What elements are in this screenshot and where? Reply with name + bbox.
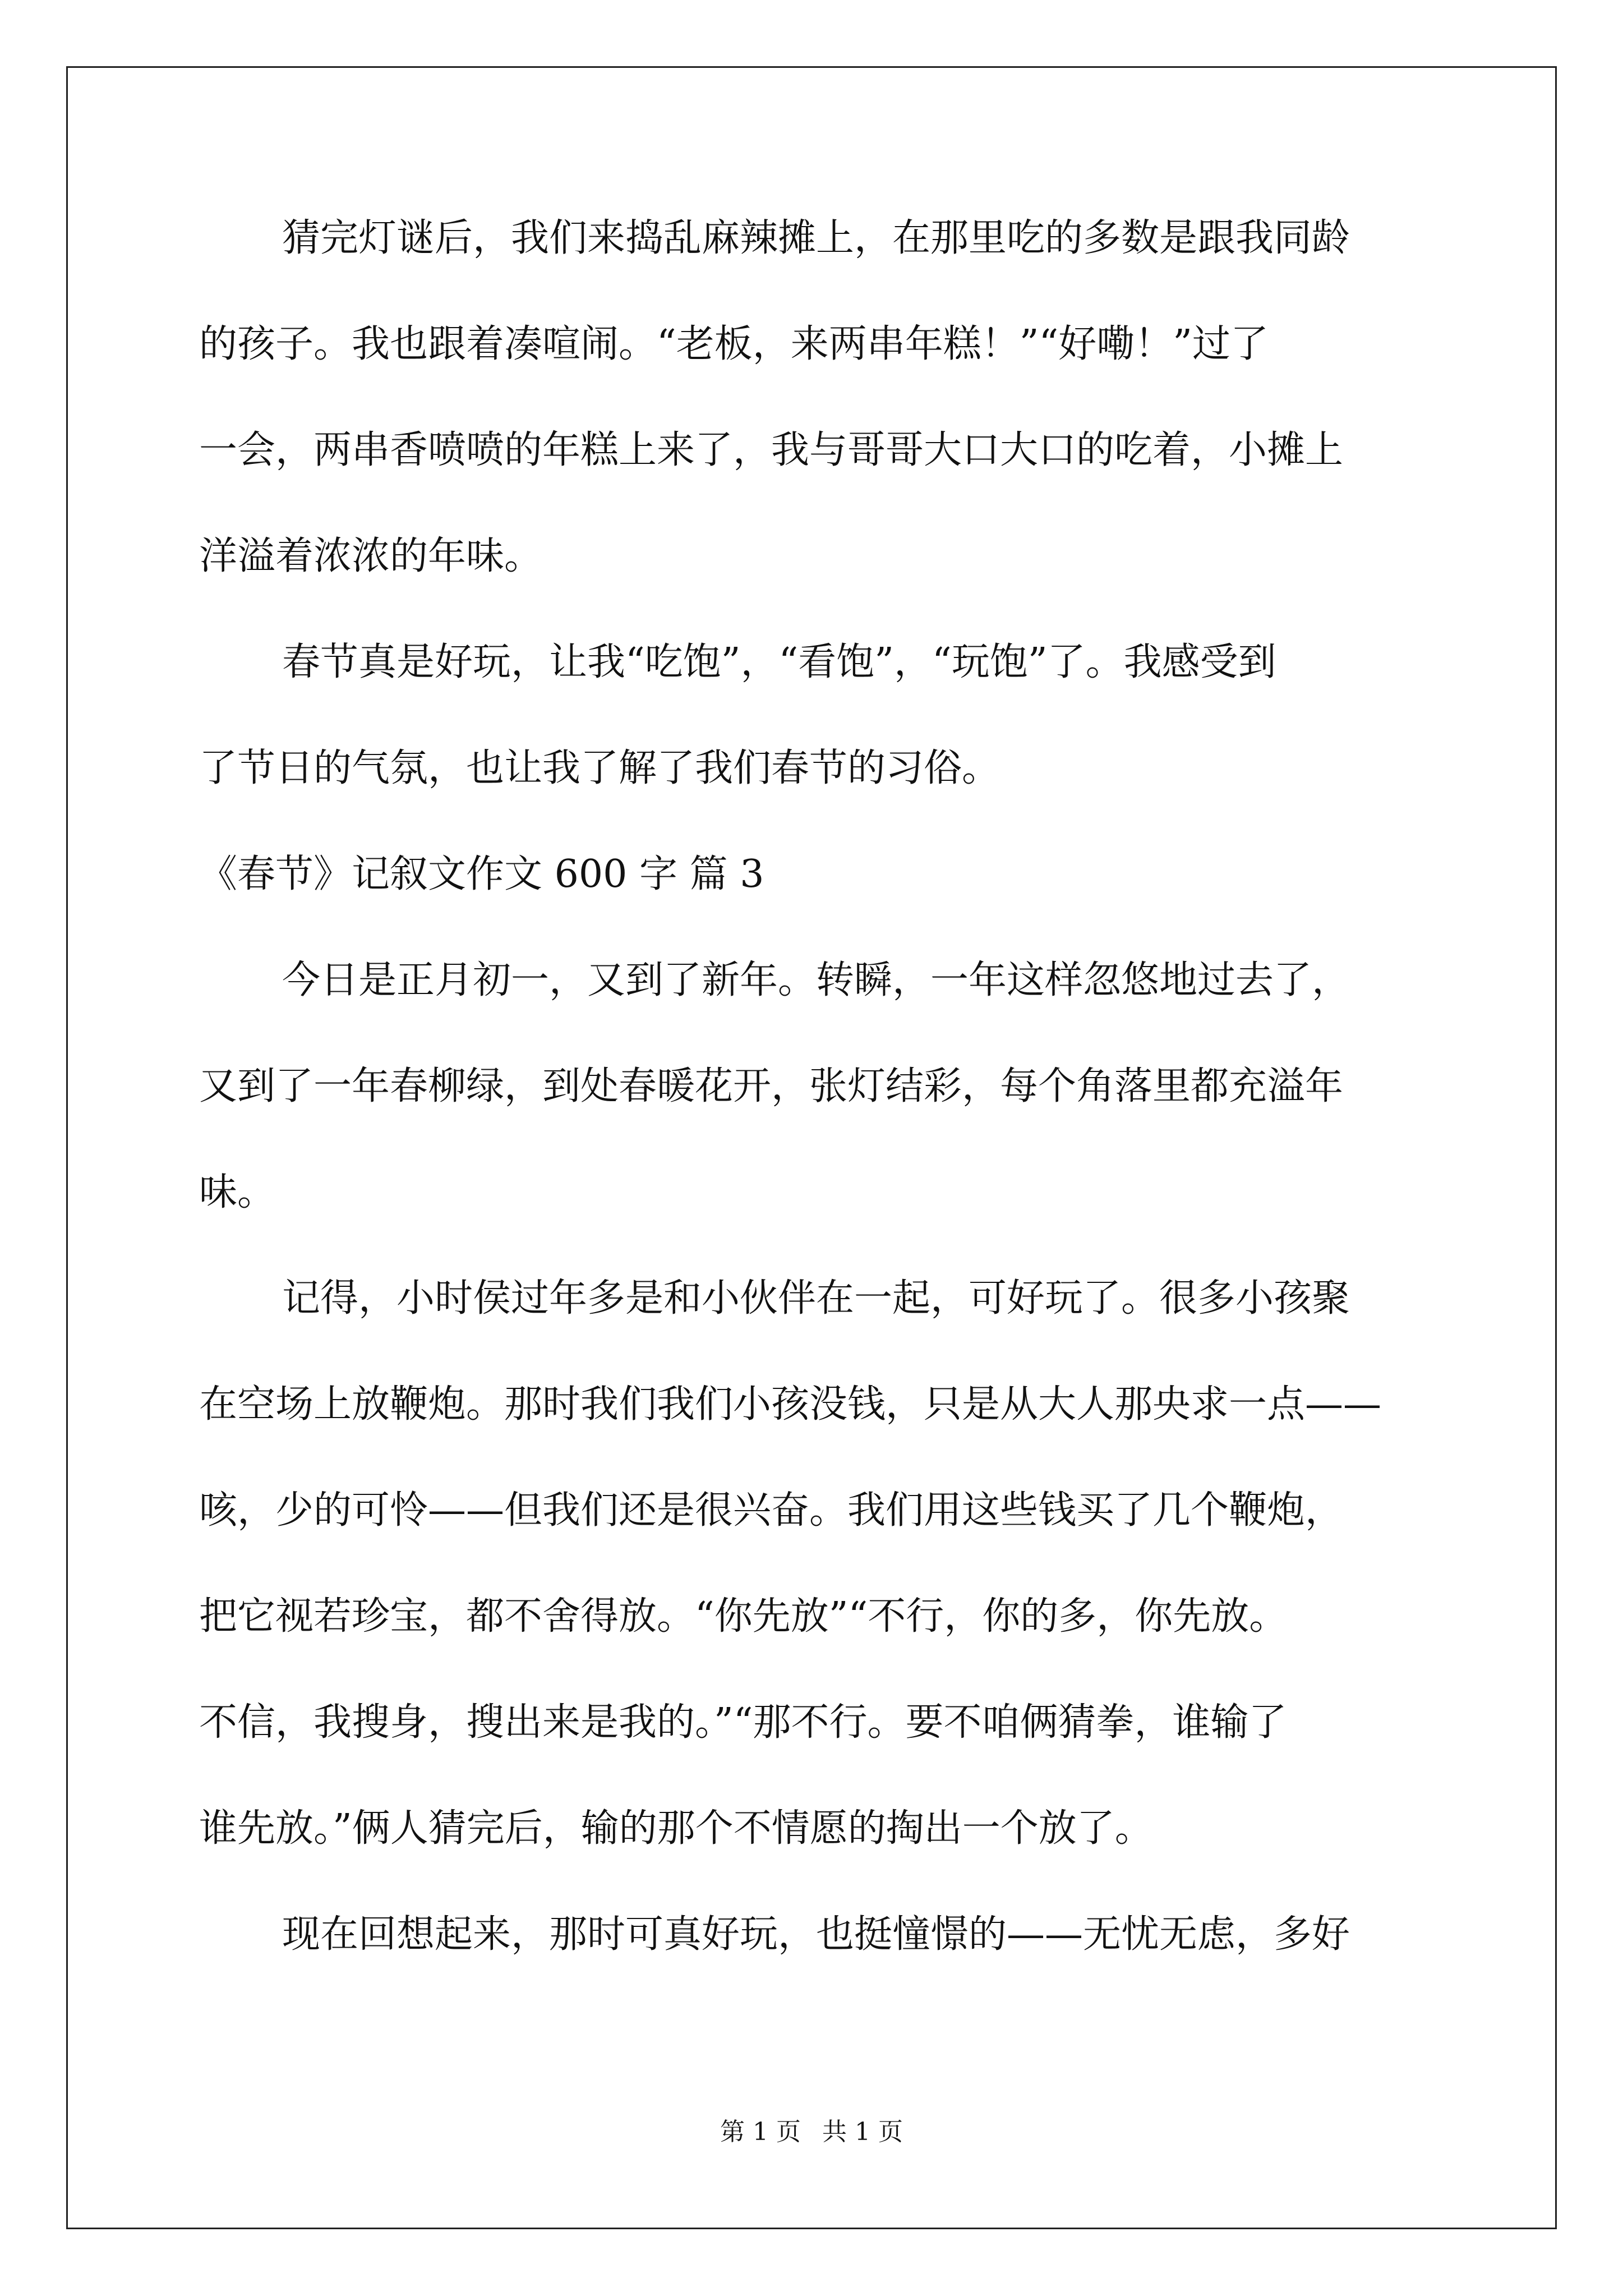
text-line: 的孩子。我也跟着凑喧闹。“老板，来两串年糕！”“好嘞！”过了 [199,322,1269,366]
page-number: 第 1 页 [720,2118,801,2146]
page-total: 共 1 页 [822,2118,903,2146]
text-line: 了节日的气氛，也让我了解了我们春节的习俗。 [199,746,1000,790]
text-line: 谁先放。”俩人猜完后，输的那个不情愿的掏出一个放了。 [199,1806,1153,1851]
document-body [199,216,1438,1957]
text-line: 洋溢着浓浓的年味。 [199,534,543,578]
text-line: 又到了一年春柳绿，到处春暖花开，张灯结彩，每个角落里都充溢年 [199,1064,1344,1108]
text-line: 咳，少的可怜——但我们还是很兴奋。我们用这些钱买了几个鞭炮， [199,1488,1344,1533]
text-line: 一会，两串香喷喷的年糕上来了，我与哥哥大口大口的吃着，小摊上 [199,428,1344,472]
text-line: 现在回想起来，那时可真好玩，也挺憧憬的——无忧无虑，多好 [282,1912,1350,1957]
page-footer [0,2118,1623,2146]
text-line: 把它视若珍宝，都不舍得放。“你先放”“不行，你的多，你先放。 [199,1594,1288,1639]
text-line: 今日是正月初一，又到了新年。转瞬，一年这样忽悠地过去了， [282,958,1350,1002]
text-line: 不信，我搜身，搜出来是我的。”“那不行。要不咱俩猜拳，谁输了 [199,1700,1287,1745]
text-line: 猜完灯谜后，我们来捣乱麻辣摊上，在那里吃的多数是跟我同龄 [282,216,1350,260]
text-line: 在空场上放鞭炮。那时我们我们小孩没钱，只是从大人那央求一点—— [199,1382,1382,1427]
text-line: 味。 [199,1170,276,1214]
text-line: 春节真是好玩，让我“吃饱”，“看饱”，“玩饱”了。我感受到 [282,640,1276,684]
section-heading: 《春节》记叙文作文 600 字 篇 3 [199,852,764,896]
text-line: 记得，小时侯过年多是和小伙伴在一起，可好玩了。很多小孩聚 [282,1276,1350,1320]
